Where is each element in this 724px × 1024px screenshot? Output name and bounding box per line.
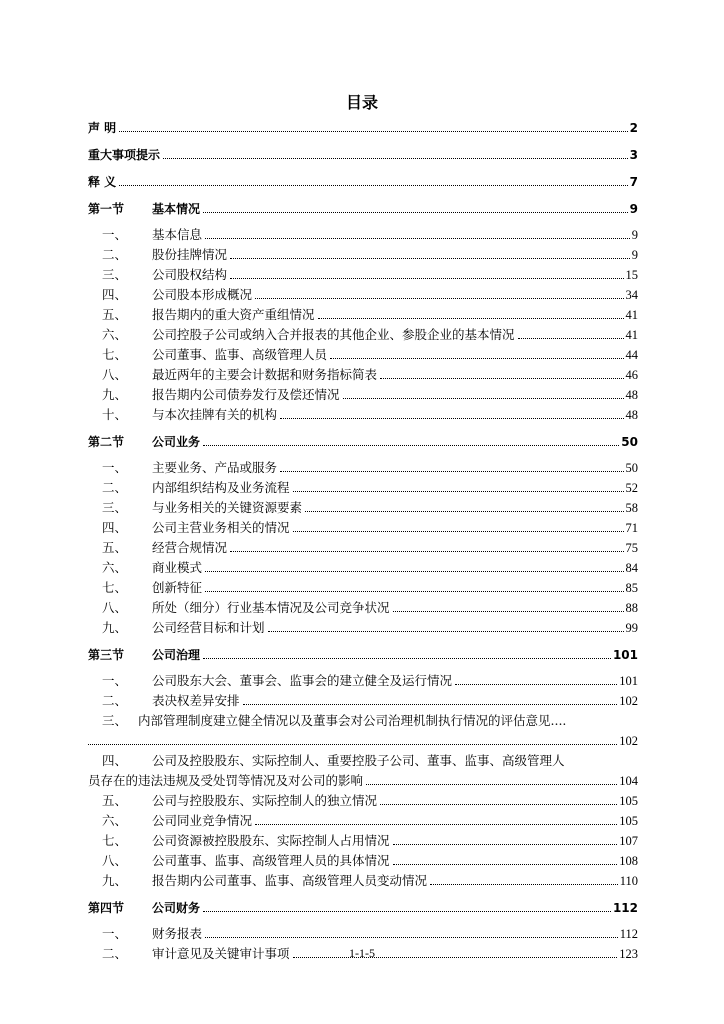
- item-label: 公司股本形成概况: [152, 287, 253, 302]
- toc-item[interactable]: [88, 618, 638, 638]
- item-number: 六、: [102, 560, 128, 575]
- leader-dots: [293, 531, 624, 532]
- section-number: 第一节: [88, 202, 125, 216]
- toc-page-number: 15: [625, 268, 638, 282]
- toc-page-number: 9: [629, 202, 638, 216]
- toc-page-number: 58: [625, 501, 638, 515]
- item-number: 三、: [102, 267, 128, 282]
- leader-dots: [255, 824, 617, 825]
- item-label: 主要业务、产品或服务: [152, 460, 278, 475]
- toc-page-number: 50: [625, 461, 638, 475]
- leader-dots: [268, 631, 624, 632]
- toc-page-number: 112: [612, 901, 638, 915]
- toc-item[interactable]: [88, 691, 638, 711]
- item-label: 股份挂牌情况: [152, 247, 228, 262]
- toc-page-number: 41: [625, 308, 638, 322]
- item-label: 财务报表: [152, 926, 203, 941]
- leader-dots: [205, 571, 623, 572]
- item-label: 报告期内公司董事、监事、高级管理人员变动情况: [152, 873, 428, 888]
- toc-item[interactable]: [88, 225, 638, 245]
- item-number: 一、: [102, 926, 128, 941]
- item-number: 一、: [102, 673, 128, 688]
- toc-item[interactable]: [88, 345, 638, 365]
- item-label: 公司股东大会、董事会、监事会的建立健全及运行情况: [152, 673, 453, 688]
- toc-entry-major-notice[interactable]: [88, 145, 638, 165]
- toc-page-number: 52: [625, 481, 638, 495]
- toc-entry-definitions[interactable]: [88, 172, 638, 192]
- leader-dots: [280, 471, 623, 472]
- item-number: 一、: [102, 460, 128, 475]
- item-number: 七、: [102, 833, 128, 848]
- item-label: 表决权差异安排: [152, 693, 240, 708]
- toc-page-number: 99: [625, 621, 638, 635]
- item-number: 七、: [102, 347, 128, 362]
- toc-page-number: 105: [619, 794, 638, 808]
- toc-item[interactable]: [88, 598, 638, 618]
- toc-page-number: 104: [619, 774, 638, 788]
- item-number: 二、: [102, 480, 128, 495]
- toc-item[interactable]: [88, 405, 638, 425]
- toc-page-number: 46: [625, 368, 638, 382]
- leader-dots: [205, 937, 618, 938]
- item-number: 十、: [102, 407, 128, 422]
- toc-page-number: 34: [625, 288, 638, 302]
- toc-page-number: 88: [625, 601, 638, 615]
- toc-page-number: 75: [625, 541, 638, 555]
- item-label: 公司经营目标和计划: [152, 620, 265, 635]
- toc-item[interactable]: [88, 558, 638, 578]
- item-label: 报告期内的重大资产重组情况: [152, 307, 315, 322]
- section-number: 第四节: [88, 901, 125, 915]
- toc-item[interactable]: [88, 831, 638, 851]
- toc-page-number: 44: [625, 348, 638, 362]
- item-number: 六、: [102, 327, 128, 342]
- leader-dots: [280, 418, 623, 419]
- page-footer-number: 1-1-5: [349, 946, 375, 960]
- leader-dots: [330, 358, 623, 359]
- leader-dots: [380, 378, 623, 379]
- item-label: 报告期内公司债券发行及偿还情况: [152, 387, 340, 402]
- item-number: 六、: [102, 813, 128, 828]
- toc-page-number: 50: [621, 435, 638, 449]
- leader-dots: [230, 551, 623, 552]
- toc-item[interactable]: [88, 285, 638, 305]
- item-label: 经营合规情况: [152, 540, 228, 555]
- item-number: 四、: [102, 520, 128, 535]
- leader-dots: [205, 238, 630, 239]
- item-label: 公司董事、监事、高级管理人员: [152, 347, 328, 362]
- toc-entry-statement[interactable]: [88, 118, 638, 138]
- toc-page-number: 108: [619, 854, 638, 868]
- toc-item[interactable]: [88, 385, 638, 405]
- toc-item[interactable]: [88, 478, 638, 498]
- toc-page-number: 102: [619, 694, 638, 708]
- toc-item-wrapped[interactable]: [88, 751, 638, 791]
- toc-item[interactable]: [88, 811, 638, 831]
- item-label: 创新特征: [152, 580, 203, 595]
- toc-section-1[interactable]: [88, 199, 638, 219]
- toc-item[interactable]: [88, 538, 638, 558]
- toc-item[interactable]: [88, 518, 638, 538]
- toc-page-number: 41: [625, 328, 638, 342]
- toc-item[interactable]: [88, 365, 638, 385]
- item-label: 公司资源被控股股东、实际控制人占用情况: [152, 833, 390, 848]
- toc-page-number: 101: [612, 648, 638, 662]
- item-number: 三、: [102, 713, 128, 728]
- item-label: 与本次挂牌有关的机构: [152, 407, 278, 422]
- leader-dots: [88, 744, 617, 745]
- toc-item[interactable]: [88, 924, 638, 944]
- item-number: 五、: [102, 307, 128, 322]
- leader-dots: [230, 278, 623, 279]
- toc-entry-label: 重大事项提示: [88, 148, 161, 162]
- leader-dots: [203, 445, 619, 446]
- leader-dots: [305, 511, 623, 512]
- leader-dots: [203, 911, 611, 912]
- item-label-continued: 员存在的违法违规及受处罚等情况及对公司的影响: [88, 773, 364, 788]
- item-label: 公司主营业务相关的情况: [152, 520, 290, 535]
- toc-page-number: 105: [619, 814, 638, 828]
- item-number: 二、: [102, 946, 128, 961]
- item-number: 七、: [102, 580, 128, 595]
- item-number: 九、: [102, 620, 128, 635]
- item-number: 三、: [102, 500, 128, 515]
- toc-section-2[interactable]: [88, 432, 638, 452]
- toc-page-number: 112: [619, 927, 638, 941]
- item-number: 八、: [102, 853, 128, 868]
- toc-item[interactable]: [88, 498, 638, 518]
- toc-item[interactable]: [88, 791, 638, 811]
- toc-item[interactable]: [88, 305, 638, 325]
- toc-section-4[interactable]: [88, 898, 638, 918]
- item-number: 二、: [102, 693, 128, 708]
- leader-dots: [119, 185, 627, 186]
- toc-page-number: 84: [625, 561, 638, 575]
- item-number: 五、: [102, 540, 128, 555]
- item-label: 内部管理制度建立健全情况以及董事会对公司治理机制执行情况的评估意见....: [138, 713, 567, 728]
- toc-item[interactable]: [88, 458, 638, 478]
- item-label: 公司股权结构: [152, 267, 228, 282]
- item-label: 基本信息: [152, 227, 203, 242]
- section-label: 基本情况: [152, 202, 201, 216]
- item-label: 公司控股子公司或纳入合并报表的其他企业、参股企业的基本情况: [152, 327, 515, 342]
- section-number: 第二节: [88, 435, 125, 449]
- toc-title: 目录: [345, 93, 378, 112]
- leader-dots: [255, 298, 623, 299]
- toc-page-number: 3: [629, 148, 638, 162]
- toc-page-number: 48: [625, 388, 638, 402]
- toc-entry-label: 声 明: [88, 121, 117, 135]
- leader-dots: [393, 611, 624, 612]
- table-of-contents: [88, 118, 638, 964]
- leader-dots: [293, 491, 624, 492]
- toc-entry-label: 释 义: [88, 175, 117, 189]
- leader-dots: [393, 864, 618, 865]
- leader-dots: [343, 398, 624, 399]
- item-number: 一、: [102, 227, 128, 242]
- leader-dots: [230, 258, 630, 259]
- toc-page-number: 48: [625, 408, 638, 422]
- leader-dots: [205, 591, 623, 592]
- toc-item[interactable]: [88, 325, 638, 345]
- item-label: 商业模式: [152, 560, 203, 575]
- section-label: 公司治理: [152, 648, 201, 662]
- toc-page-number: 110: [619, 874, 638, 888]
- toc-item[interactable]: [88, 871, 638, 891]
- section-label: 公司业务: [152, 435, 201, 449]
- toc-page-number: 2: [629, 121, 638, 135]
- toc-page-number: 71: [625, 521, 638, 535]
- toc-item[interactable]: [88, 265, 638, 285]
- toc-item[interactable]: [88, 671, 638, 691]
- item-number: 八、: [102, 367, 128, 382]
- item-label: 公司董事、监事、高级管理人员的具体情况: [152, 853, 390, 868]
- item-label: 公司同业竞争情况: [152, 813, 253, 828]
- leader-dots: [430, 884, 618, 885]
- leader-dots: [203, 212, 628, 213]
- leader-dots: [366, 784, 617, 785]
- toc-section-3[interactable]: [88, 645, 638, 665]
- leader-dots: [393, 844, 618, 845]
- toc-page-number: 85: [625, 581, 638, 595]
- item-label: 最近两年的主要会计数据和财务指标简表: [152, 367, 378, 382]
- toc-page-number: 101: [619, 674, 638, 688]
- leader-dots: [119, 131, 627, 132]
- section-label: 公司财务: [152, 901, 201, 915]
- item-label: 内部组织结构及业务流程: [152, 480, 290, 495]
- item-number: 八、: [102, 600, 128, 615]
- leader-dots: [163, 158, 628, 159]
- toc-page-number: 7: [629, 175, 638, 189]
- item-label: 公司与控股股东、实际控制人的独立情况: [152, 793, 378, 808]
- leader-dots: [203, 658, 611, 659]
- item-number: 九、: [102, 873, 128, 888]
- item-number: 二、: [102, 247, 128, 262]
- toc-page-number: 102: [619, 734, 638, 748]
- item-label: 审计意见及关键审计事项: [152, 946, 290, 961]
- item-number: 四、: [102, 753, 128, 768]
- leader-dots: [243, 704, 618, 705]
- item-number: 五、: [102, 793, 128, 808]
- toc-item-wrapped[interactable]: [88, 711, 638, 751]
- toc-page-number: 9: [631, 248, 638, 262]
- toc-page-number: 9: [631, 228, 638, 242]
- leader-dots: [518, 338, 624, 339]
- toc-page-number: 123: [619, 947, 638, 961]
- section-number: 第三节: [88, 648, 125, 662]
- item-label: 所处（细分）行业基本情况及公司竞争状况: [152, 600, 390, 615]
- leader-dots: [455, 684, 617, 685]
- leader-dots: [318, 318, 624, 319]
- item-label: 公司及控股股东、实际控制人、重要控股子公司、董事、监事、高级管理人: [152, 753, 565, 768]
- toc-item[interactable]: [88, 851, 638, 871]
- item-label: 与业务相关的关键资源要素: [152, 500, 303, 515]
- toc-item[interactable]: [88, 578, 638, 598]
- leader-dots: [380, 804, 617, 805]
- toc-page-number: 107: [619, 834, 638, 848]
- item-number: 九、: [102, 387, 128, 402]
- item-number: 四、: [102, 287, 128, 302]
- toc-item[interactable]: [88, 245, 638, 265]
